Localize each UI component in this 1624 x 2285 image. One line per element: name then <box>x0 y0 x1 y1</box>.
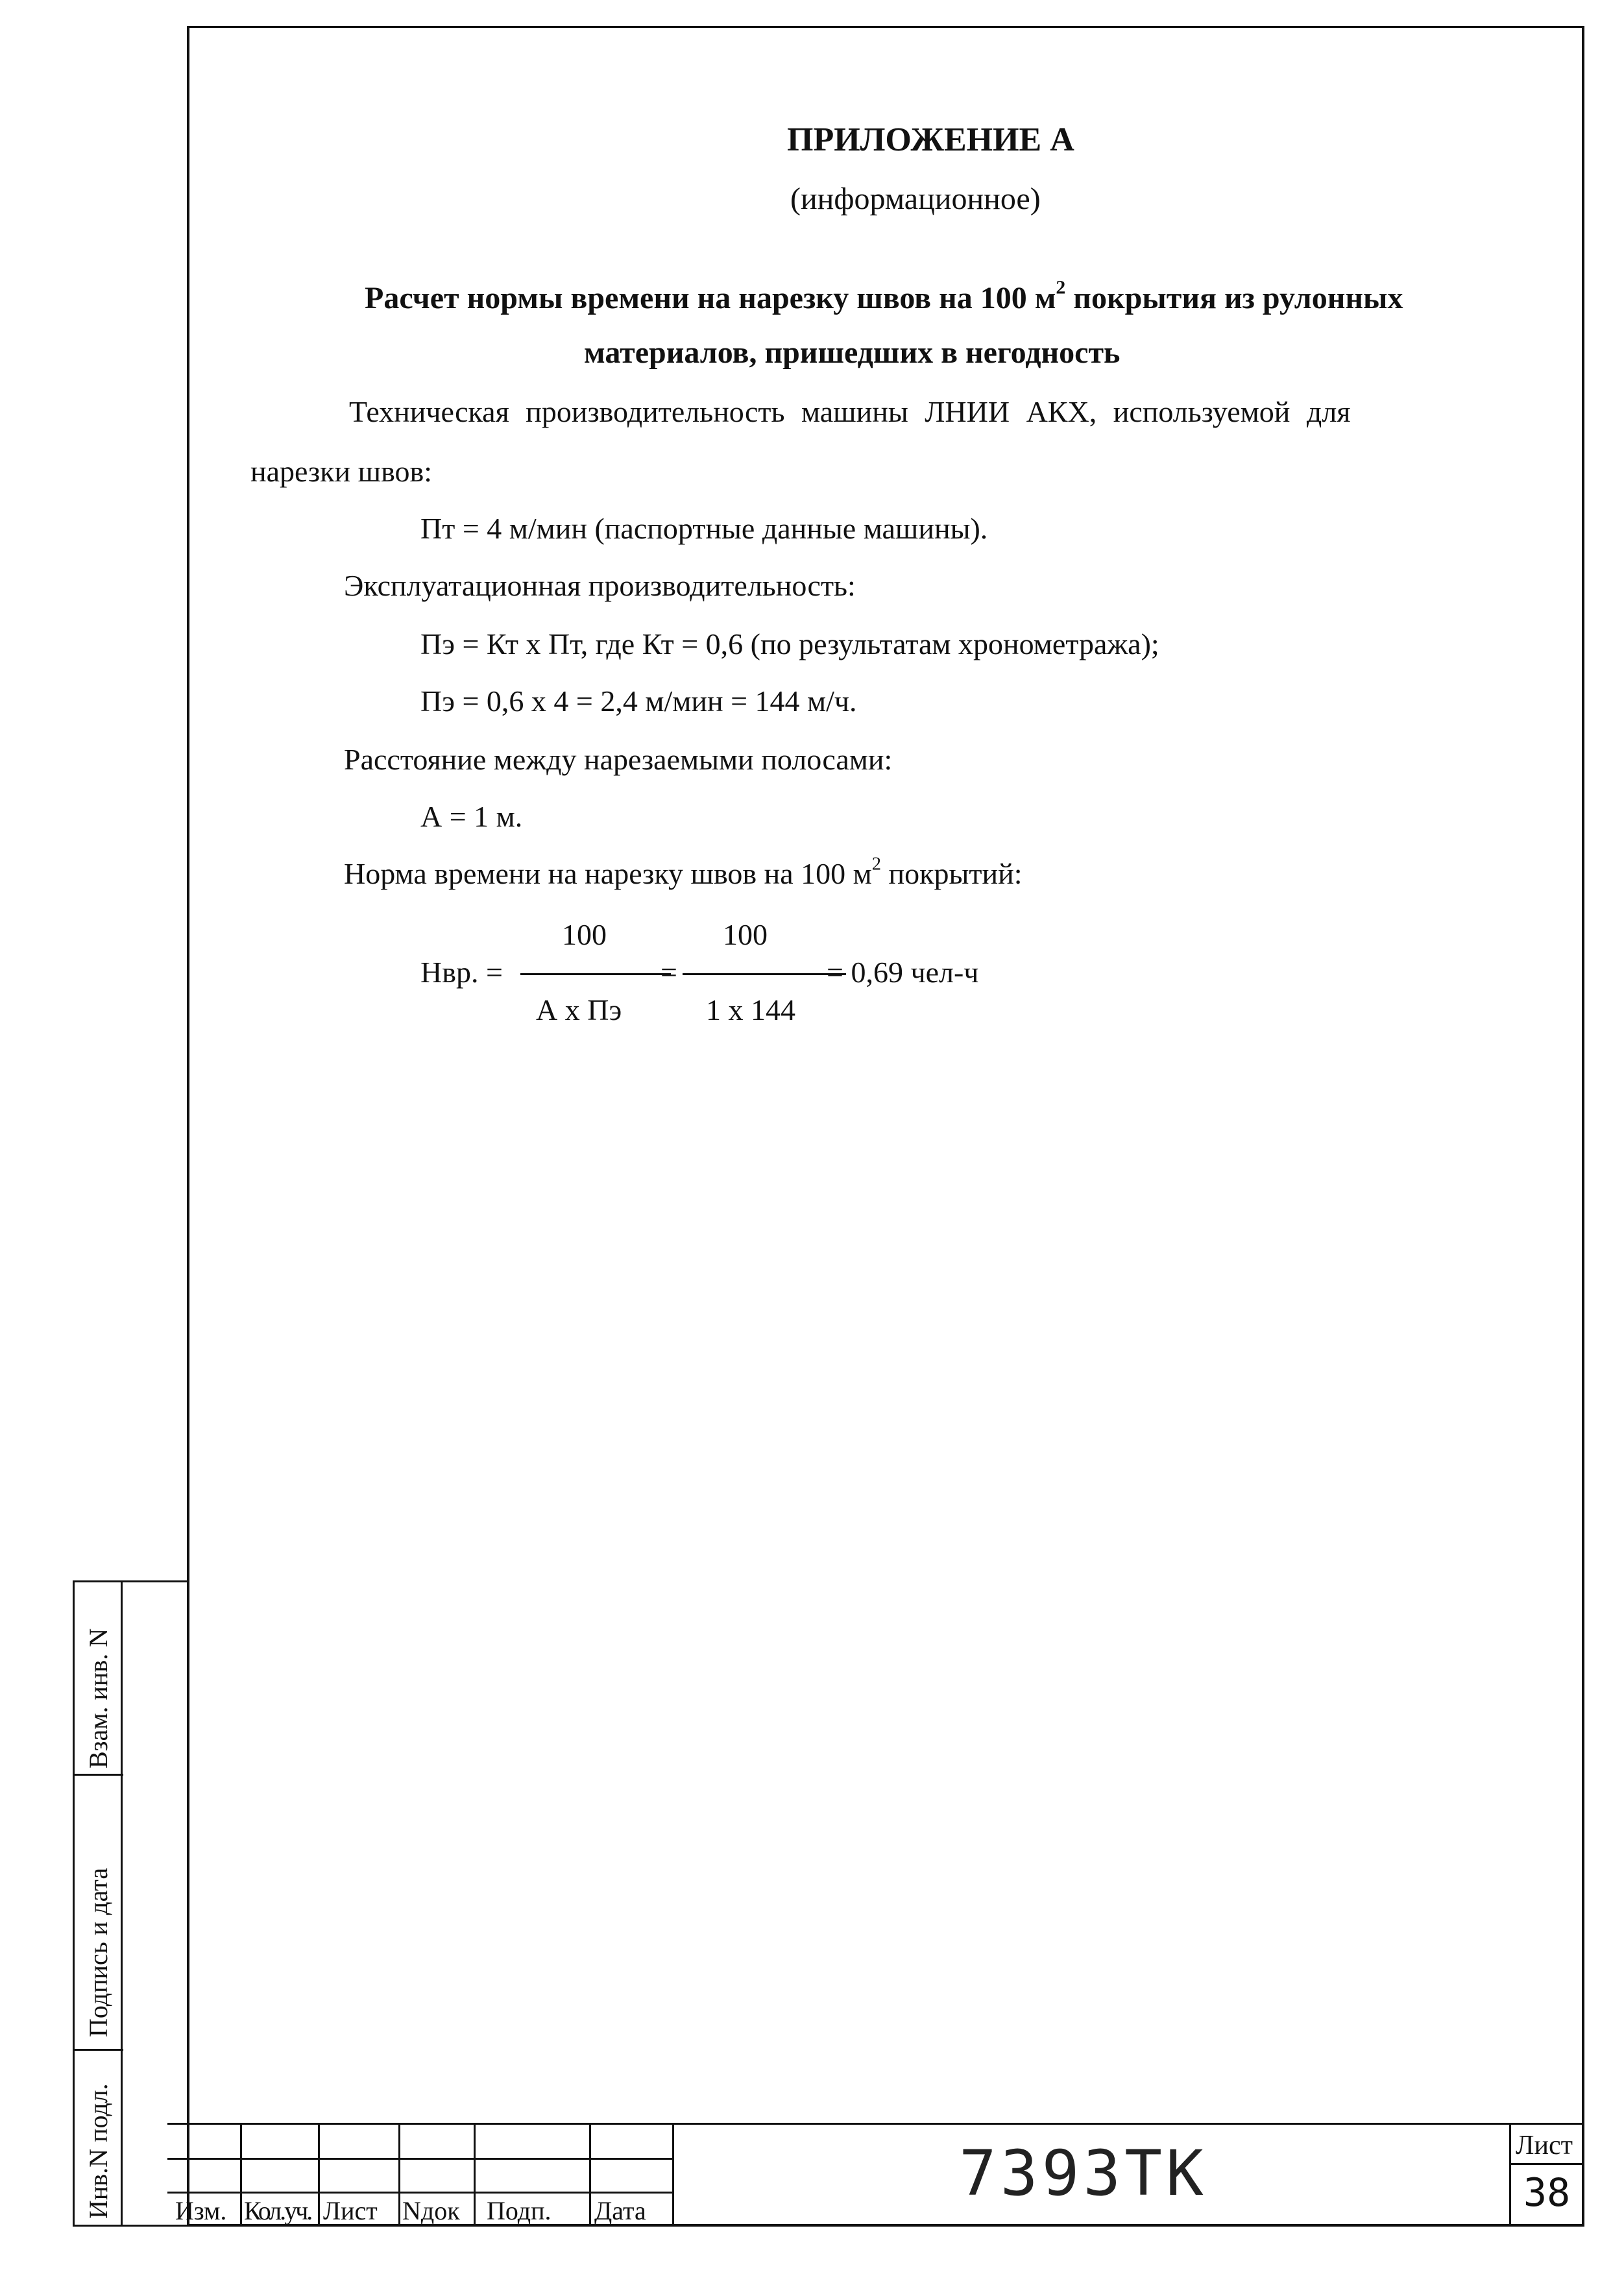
side-label-podpis-data: Подпись и дата <box>84 1867 113 2037</box>
sheet-number: 38 <box>1523 2170 1571 2216</box>
document-code: 7393ТК <box>959 2137 1207 2210</box>
title-block-col-kol <box>318 2123 320 2227</box>
formula-a: А = 1 м. <box>420 800 523 833</box>
fraction-denominator-1: А х Пэ <box>536 993 622 1026</box>
fraction-bar-1 <box>520 973 671 975</box>
appendix-title: ПРИЛОЖЕНИЕ А <box>787 121 1074 158</box>
label-podp: Подп. <box>487 2196 551 2225</box>
title-block-col-izm <box>240 2123 242 2227</box>
paragraph-2: Эксплуатационная производительность: <box>344 569 856 602</box>
side-strip-row-line-1 <box>73 1774 123 1776</box>
title-block-row-line-2 <box>167 2192 673 2194</box>
fraction-denominator-2: 1 х 144 <box>706 993 795 1026</box>
appendix-subtitle: (информационное) <box>790 182 1041 216</box>
paragraph-1-line-1: Техническая производительность машины ЛНИИ АКХ, используемой для <box>349 395 1351 428</box>
heading-text-prefix: Расчет нормы времени на нарезку швов на 100 м <box>365 281 1056 315</box>
fraction-equals: = <box>661 956 677 989</box>
fraction-numerator-1: 100 <box>562 918 607 951</box>
fraction-lhs: Нвр. = <box>420 956 503 989</box>
title-block-col-sheet <box>1509 2123 1511 2227</box>
formula-pe-1: Пэ = Кт х Пт, где Кт = 0,6 (по результатам хронометража); <box>420 627 1159 660</box>
title-block-col-data <box>672 2123 674 2227</box>
paragraph-4-superscript: 2 <box>871 854 882 875</box>
side-label-inv-podl: Инв.N подл. <box>84 2083 113 2219</box>
title-block-sheet-divider <box>1509 2163 1584 2165</box>
paragraph-4-suffix: покрытий: <box>881 857 1023 890</box>
title-block-top-line <box>167 2123 1584 2125</box>
paragraph-4-prefix: Норма времени на нарезку швов на 100 м <box>344 857 872 890</box>
heading-text-suffix: покрытия из рулонных <box>1065 281 1403 315</box>
formula-pe-2: Пэ = 0,6 х 4 = 2,4 м/мин = 144 м/ч. <box>420 684 857 718</box>
fraction-result: = 0,69 чел-ч <box>827 956 979 989</box>
label-data: Дата <box>594 2196 646 2225</box>
title-block-row-line-1 <box>167 2158 673 2160</box>
label-izm: Изм. <box>175 2196 227 2225</box>
formula-pt: Пт = 4 м/мин (паспортные данные машины). <box>420 512 988 545</box>
label-n-dok: Nдок <box>402 2196 460 2225</box>
section-heading-line-2: материалов, пришедших в негодность <box>584 335 1121 370</box>
side-strip-row-line-2 <box>73 2049 123 2051</box>
sheet-label: Лист <box>1516 2131 1573 2160</box>
label-kol-uch: Кол.уч. <box>244 2196 311 2225</box>
paragraph-3: Расстояние между нарезаемыми полосами: <box>344 743 893 776</box>
title-block-col-podp <box>589 2123 591 2227</box>
paragraph-1-line-2: нарезки швов: <box>250 455 432 488</box>
paragraph-4 <box>344 854 1023 890</box>
side-label-vzam-inv: Взам. инв. N <box>84 1628 113 1769</box>
section-heading-line-1 <box>365 276 1403 315</box>
side-strip-divider <box>121 1580 123 2227</box>
title-block-col-list <box>398 2123 400 2227</box>
heading-superscript: 2 <box>1056 276 1066 298</box>
fraction-numerator-2: 100 <box>723 918 768 951</box>
label-list: Лист <box>323 2196 378 2225</box>
title-block-col-ndok <box>474 2123 476 2227</box>
fraction-bar-2 <box>683 973 846 975</box>
